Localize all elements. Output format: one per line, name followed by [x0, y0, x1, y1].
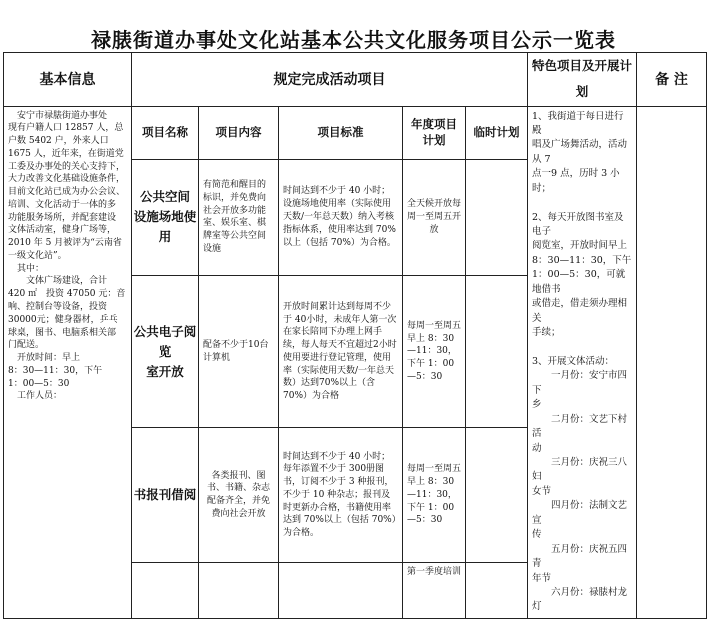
project-standard: 时间达到不少于 40 小时；每年添置不少于 300册图书，订阅不少于 3 种报刊，不少于 10 种杂志；报刊及时更新办合格，书籍使用率达到 70%以上（包括 70%）为合格。: [279, 428, 403, 562]
subheader-standard: 项目标准: [279, 106, 403, 159]
featured-line: 五月份：庆祝五四青: [532, 543, 628, 570]
basic-info-line: 1675 人，近年来，在街道党: [8, 148, 124, 159]
project-name: 公共空间 设施场地使用: [132, 159, 199, 276]
basic-info-text: [8, 110, 127, 404]
basic-info-line: 现有户籍人口 12857 人，总: [8, 123, 124, 134]
project-content: 有简范和醒目的标识，并免费向社会开放多功能室、娱乐室、棋牌室等公共空间设施: [199, 159, 279, 276]
basic-info-line: 工作人员：: [8, 391, 63, 402]
subheader-annual-plan: 年度项目 计划: [403, 106, 466, 159]
featured-line: 传: [532, 529, 542, 541]
project-annual-plan: 每周一至周五早上 8：30—11：30，下午 1：00—5：30: [403, 428, 466, 562]
project-annual-plan: 每周一至周五早上 8：30—11：30，下午 1：00—5：30: [403, 276, 466, 428]
project-content: 配备不少于10台计算机: [199, 276, 279, 428]
header-featured-projects: 特色项目及开展计 划: [528, 53, 637, 107]
basic-info-line: 工委及办事处的关心支持下，: [8, 161, 126, 172]
project-annual-plan: 全天候开放每周一至周五开放: [403, 159, 466, 276]
featured-line: 点一9 点，历时 3 小时；: [532, 168, 620, 194]
project-temp-plan: [466, 428, 528, 562]
basic-info-line: 2010 年 5 月被评为“云南省: [8, 238, 122, 249]
basic-info-line: 目前文化站已成为办公会议、: [8, 187, 126, 198]
featured-text: [532, 110, 632, 615]
featured-line: 或借走，借走须办理相关: [532, 298, 628, 324]
featured-line: 三月份：庆祝三八妇: [532, 457, 628, 483]
featured-line: 二月份：文艺下村活: [532, 413, 628, 440]
basic-info-line: 其中：: [8, 263, 45, 274]
project-standard: [279, 562, 403, 618]
featured-line: 唱及广场舞活动，活动从 7: [532, 139, 628, 165]
project-standard: 开放时间累计达到每周不少于 40小时，未成年人第一次在家长陪同下办理上网手续，每人每天不宜超过2小时使用要进行登记管理，使用率（实际使用天数/一年总天数）达到70%以上（含70%）为合格: [279, 276, 403, 428]
basic-info-line: 1：00—5：30: [8, 378, 70, 389]
featured-line: 动: [532, 442, 542, 454]
project-name: [132, 562, 199, 618]
basic-info-line: 响、控制台等设备，投资: [8, 301, 108, 312]
basic-info-line: 8：30—11：30，下午: [8, 365, 103, 376]
header-basic-info: 基本信息: [4, 53, 132, 107]
project-name: 公共电子阅览 室开放: [132, 276, 199, 428]
basic-info-line: 30000元；健身器材，乒乓: [8, 314, 118, 325]
featured-line: 3、开展文体活动：: [532, 355, 615, 367]
page-title: 禄脿街道办事处文化站基本公共文化服务项目公示一览表: [91, 28, 616, 52]
project-content: 各类报刊、图书、书籍、杂志配备齐全，并免费向社会开放: [199, 428, 279, 562]
basic-info-line: 功能服务场所，并配套建设: [8, 212, 117, 223]
basic-info-line: 安宁市禄脿街道办事处: [8, 110, 108, 121]
basic-info-line: 球桌，图书、电脑系相关部: [8, 327, 117, 338]
featured-line: 年节: [532, 572, 552, 584]
project-content: [199, 562, 279, 618]
header-remarks: 备 注: [637, 53, 707, 107]
basic-info-line: 开放时间：早上: [8, 353, 81, 364]
subheader-content: 项目内容: [199, 106, 279, 159]
basic-info-line: 文体广场建设，合计: [8, 276, 108, 287]
featured-line: 四月份：法制文艺宣: [532, 500, 628, 526]
featured-line: [532, 196, 632, 210]
basic-info-line: 文体活动室，健身广场等，: [8, 225, 117, 236]
featured-line: 女节: [532, 485, 552, 497]
subheader-temp-plan: 临时计划: [466, 106, 528, 159]
featured-line: 六月份：禄脿村龙灯: [532, 586, 628, 613]
featured-line: 1：00—5：30，可就地借书: [532, 269, 626, 295]
basic-info-line: 门配送。: [8, 340, 45, 351]
header-required-projects: 规定完成活动项目: [132, 53, 528, 107]
featured-line: 2、每天开放图书室及电子: [532, 211, 624, 237]
project-temp-plan: [466, 159, 528, 276]
project-temp-plan: [466, 562, 528, 618]
services-table: [3, 52, 707, 619]
featured-line: 阅览室，开放时间早上: [532, 240, 628, 252]
remarks-cell: [637, 106, 707, 618]
basic-info-cell: [4, 106, 132, 618]
project-temp-plan: [466, 276, 528, 428]
project-standard: 时间达到不少于 40 小时；设施场地使用率（实际使用天数/一年总天数）纳入考核指标体系，使用率达到 70%以上（包括 70%）为合格。: [279, 159, 403, 276]
basic-info-line: 户数 5402 户，外来人口: [8, 136, 109, 147]
basic-info-line: 大力改善文化基础设施条件，: [8, 174, 126, 185]
basic-info-line: 培训、文化活动于一体的多: [8, 199, 117, 210]
featured-line: 8：30—11：30，下午: [532, 254, 632, 266]
featured-line: 乡: [532, 399, 542, 411]
featured-line: 1、我街道于每日进行殿: [532, 110, 624, 136]
project-name: 书报刊借阅: [132, 428, 199, 562]
basic-info-line: 420 ㎡ 投资 47050 元：音: [8, 289, 126, 300]
featured-line: [532, 341, 632, 355]
featured-line: 手续；: [532, 327, 561, 339]
subheader-name: 项目名称: [132, 106, 199, 159]
featured-line: 一月份：安宁市四下: [532, 370, 628, 396]
featured-cell: [528, 106, 637, 618]
project-annual-plan: 第一季度培训: [403, 562, 466, 618]
basic-info-line: 一级文化站”。: [8, 250, 67, 261]
